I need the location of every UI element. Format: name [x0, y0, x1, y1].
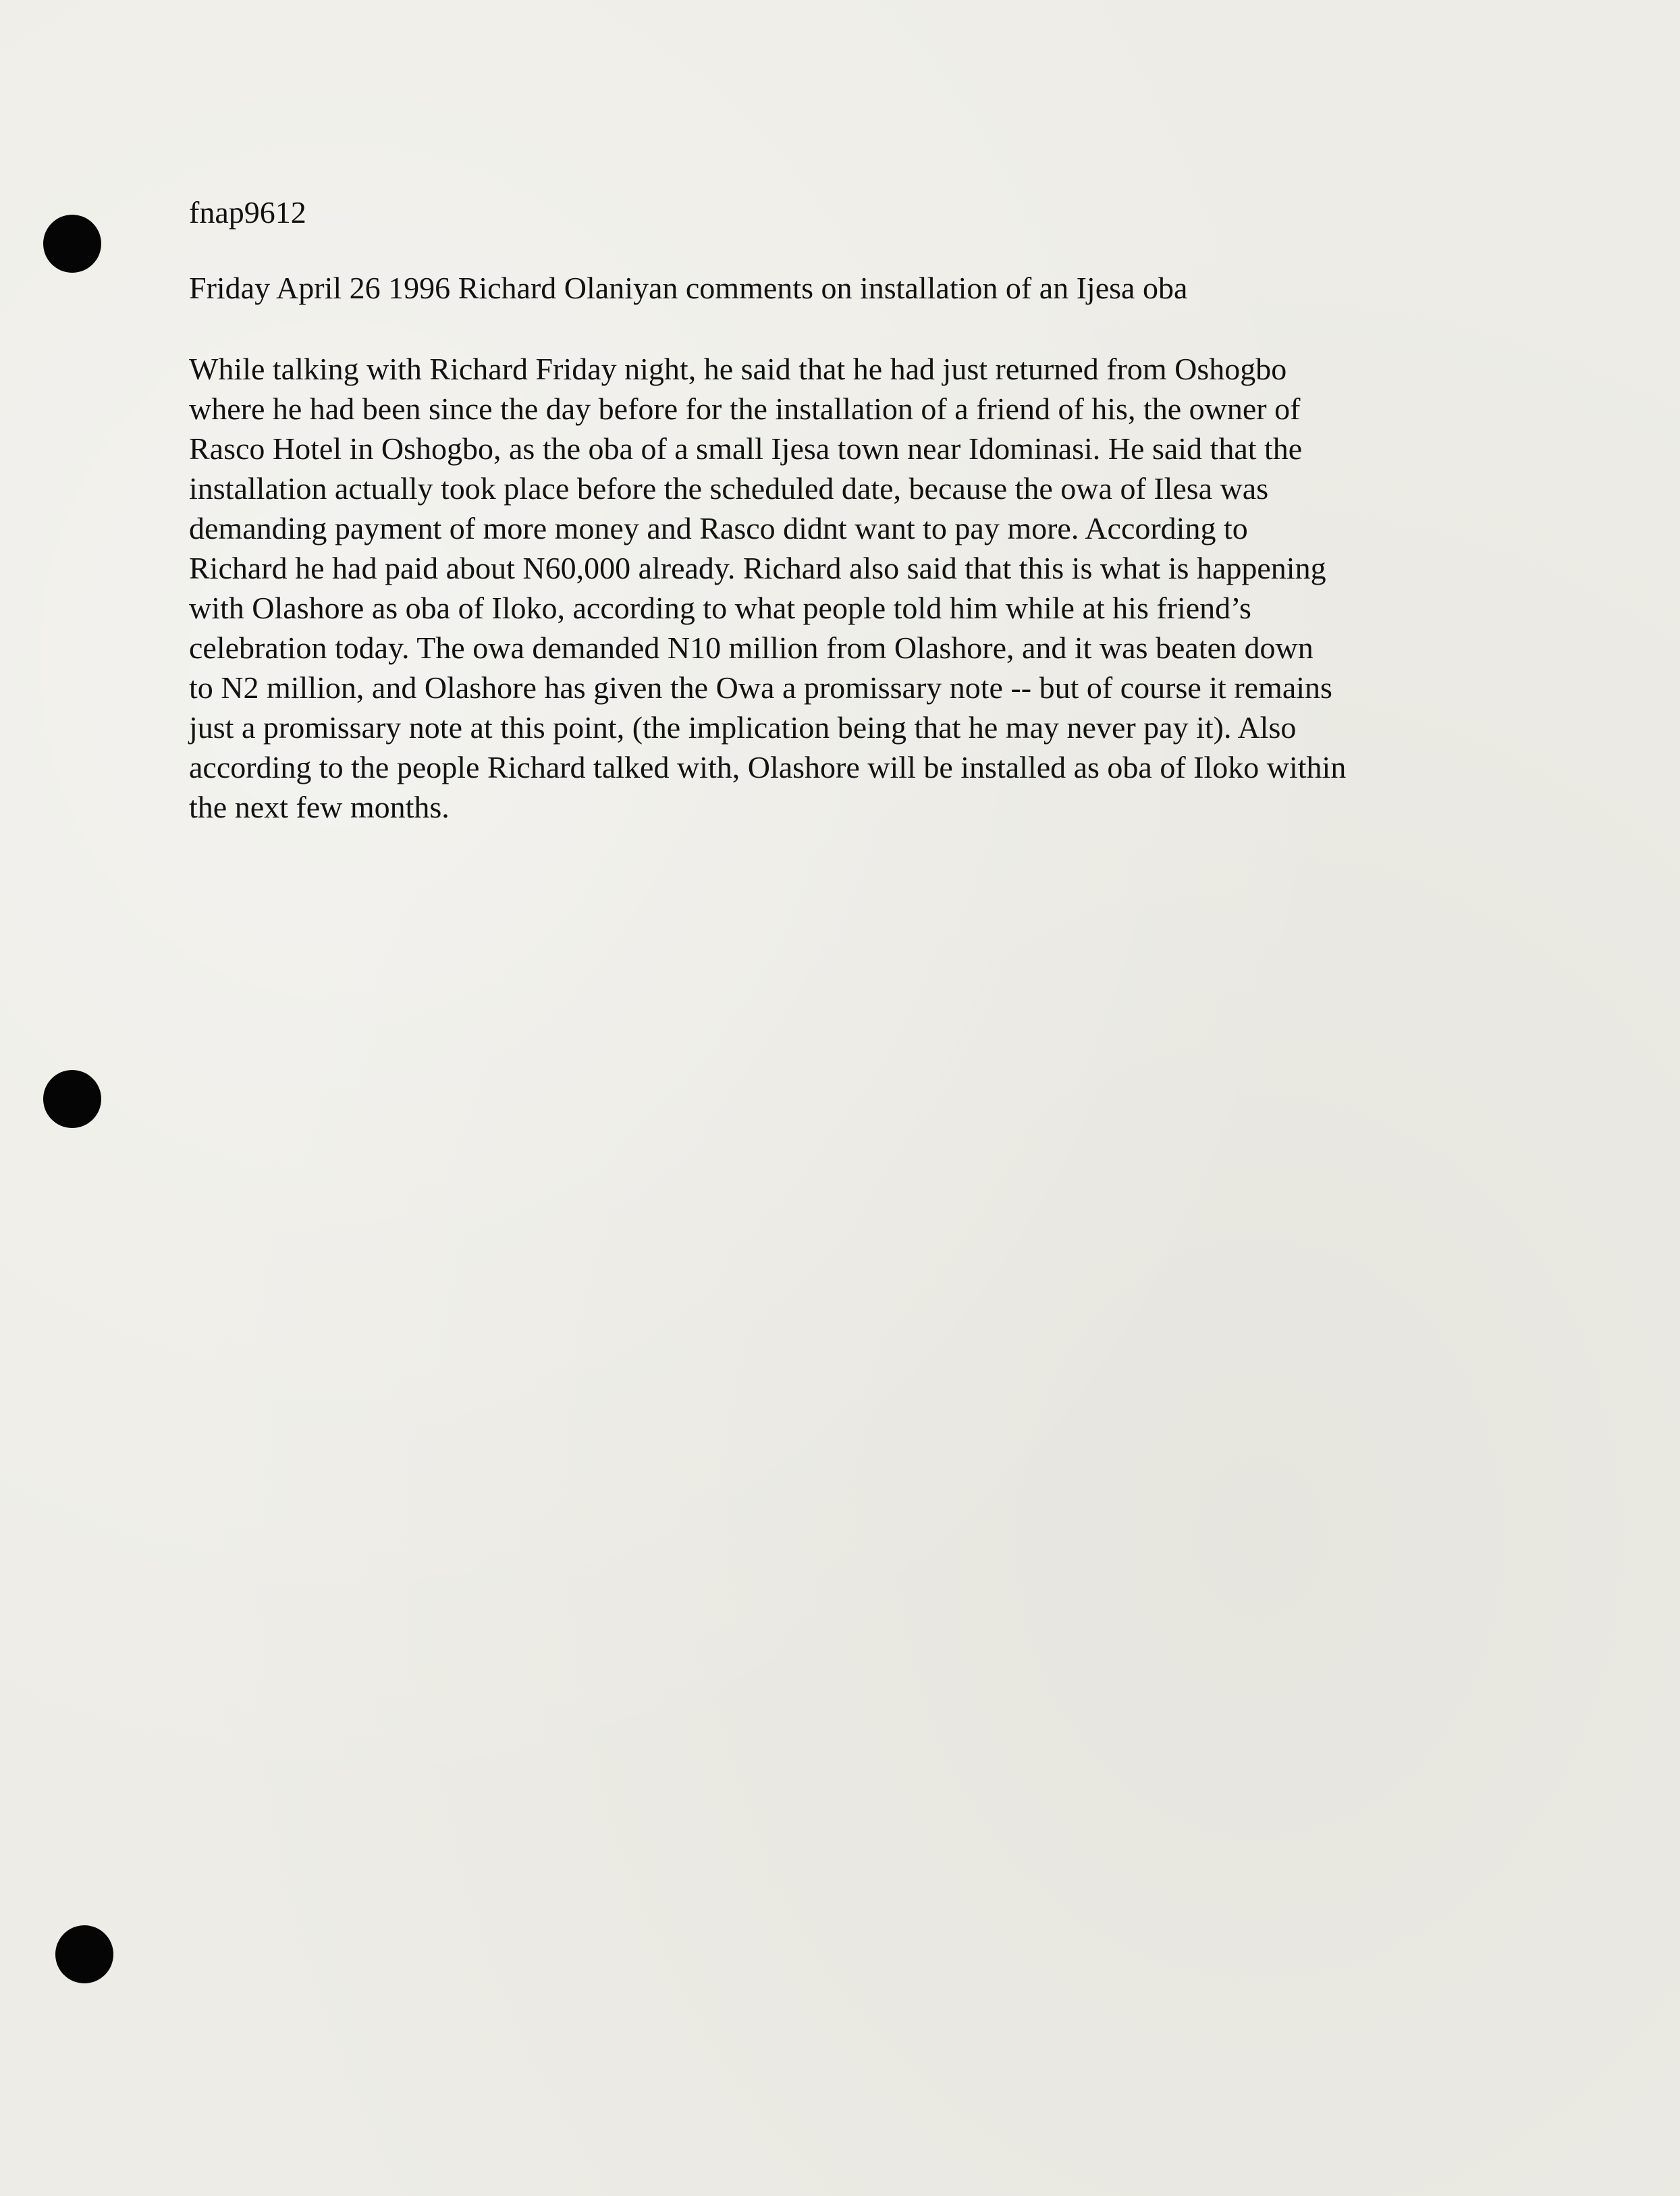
- punch-hole-middle: [43, 1070, 101, 1128]
- body-line: with Olashore as oba of Iloko, according to what people told him while at his friend’s: [189, 591, 1251, 625]
- body-paragraph: [189, 349, 1485, 827]
- body-line: While talking with Richard Friday night, he said that he had just returned from Oshogbo: [189, 352, 1287, 386]
- body-line: installation actually took place before the scheduled date, because the owa of Ilesa was: [189, 471, 1269, 506]
- body-line: demanding payment of more money and Rasco didnt want to pay more. According to: [189, 511, 1248, 545]
- punch-hole-bottom: [55, 1925, 113, 1983]
- body-line: just a promissary note at this point, (the implication being that he may never pay it). Also: [189, 710, 1297, 745]
- body-line: according to the people Richard talked with, Olashore will be installed as oba of Iloko within: [189, 750, 1347, 784]
- document-id: fnap9612: [189, 195, 306, 230]
- punch-hole-top: [43, 215, 101, 273]
- body-line: Richard he had paid about N60,000 already. Richard also said that this is what is happening: [189, 551, 1326, 585]
- body-line: celebration today. The owa demanded N10 million from Olashore, and it was beaten down: [189, 631, 1313, 665]
- document-heading: Friday April 26 1996 Richard Olaniyan comments on installation of an Ijesa oba: [189, 271, 1188, 305]
- body-line: where he had been since the day before for the installation of a friend of his, the owner of: [189, 392, 1301, 426]
- body-line: to N2 million, and Olashore has given the Owa a promissary note -- but of course it remains: [189, 670, 1332, 705]
- body-line: Rasco Hotel in Oshogbo, as the oba of a small Ijesa town near Idominasi. He said that the: [189, 431, 1303, 466]
- body-line: the next few months.: [189, 790, 450, 824]
